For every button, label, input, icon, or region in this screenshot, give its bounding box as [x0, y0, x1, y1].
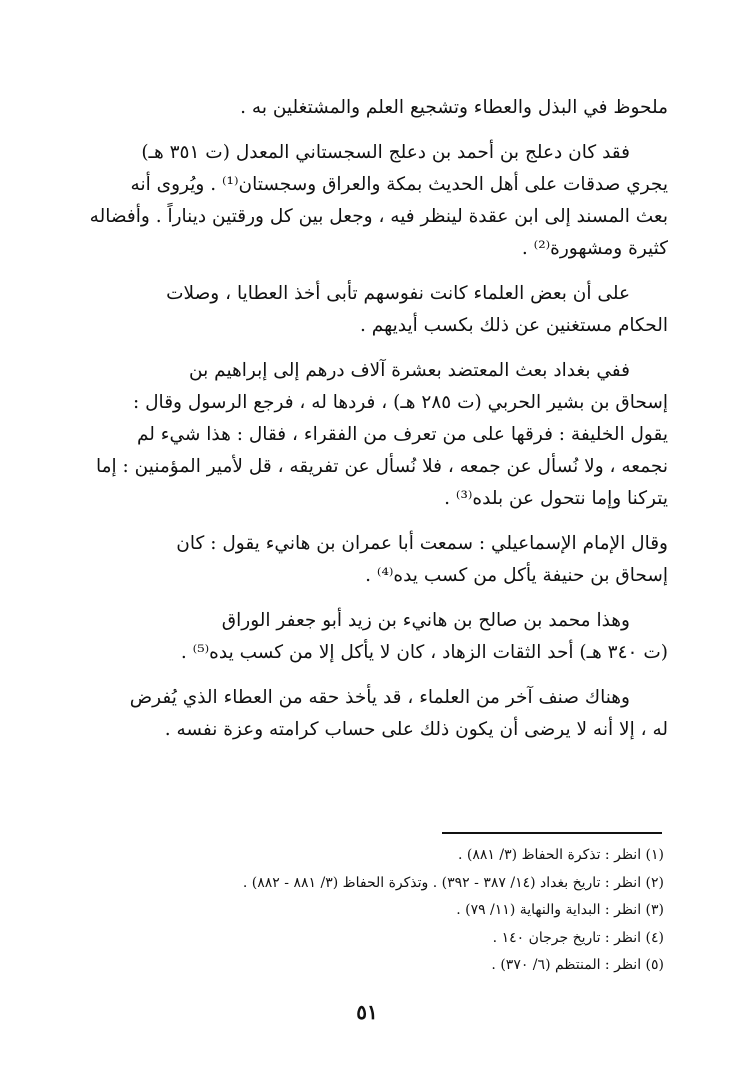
footnote: (٣) انظر : البداية والنهاية (١١/ ٧٩) .	[456, 902, 664, 918]
paragraph	[90, 92, 668, 124]
text-line: يقول الخليفة : فرقها على من تعرف من الفقراء ، فقال : هذا شيء لم	[136, 424, 668, 445]
text-line: كثيرة ومشهورة⁽²⁾ .	[521, 238, 668, 259]
footnote: (١) انظر : تذكرة الحفاظ (٣/ ٨٨١) .	[458, 847, 664, 863]
text-line: له ، إلا أنه لا يرضى أن يكون ذلك على حساب كرامته وعزة نفسه .	[164, 719, 668, 740]
footnote-separator	[442, 832, 662, 834]
paragraph	[90, 528, 668, 592]
footnote: (٤) انظر : تاريخ جرجان ١٤٠ .	[492, 929, 664, 946]
text-line: يجري صدقات على أهل الحديث بمكة والعراق وسجستان⁽¹⁾ . ويُروى أنه	[130, 174, 668, 195]
footnote: (٥) انظر : المنتظم (٦/ ٣٧٠) .	[491, 957, 664, 973]
text-line: إسحاق بن حنيفة يأكل من كسب يده⁽⁴⁾ .	[365, 565, 668, 586]
paragraph	[90, 682, 668, 746]
text-line: (ت ٣٤٠ هـ) أحد الثقات الزهاد ، كان لا يأكل إلا من كسب يده⁽⁵⁾ .	[180, 642, 668, 663]
text-line: ففي بغداد بعث المعتضد بعشرة آلاف درهم إلى إبراهيم بن	[189, 360, 630, 381]
paragraph	[90, 355, 668, 515]
text-line: وهذا محمد بن صالح بن هانيء بن زيد أبو جعفر الوراق	[221, 610, 630, 631]
paragraph	[90, 137, 668, 265]
text-line: وقال الإمام الإسماعيلي : سمعت أبا عمران بن هانيء يقول : كان	[176, 533, 668, 554]
text-line: وهناك صنف آخر من العلماء ، قد يأخذ حقه من العطاء الذي يُفرض	[129, 687, 630, 708]
text-line: على أن بعض العلماء كانت نفوسهم تأبى أخذ العطايا ، وصلات	[166, 283, 630, 304]
text-line: بعث المسند إلى ابن عقدة لينظر فيه ، وجعل بين كل ورقتين ديناراً . وأفضاله	[90, 206, 668, 227]
text-line: نجمعه ، ولا نُسأل عن جمعه ، فلا نُسأل عن تفريقه ، قل لأمير المؤمنين : إما	[95, 456, 668, 477]
text-line: ملحوظ في البذل والعطاء وتشجيع العلم والمشتغلين به .	[240, 97, 668, 118]
page-body	[90, 92, 668, 759]
paragraph	[90, 278, 668, 342]
text-line: فقد كان دعلج بن أحمد بن دعلج السجستاني المعدل (ت ٣٥١ هـ)	[141, 142, 630, 163]
paragraph	[90, 605, 668, 669]
footnotes	[104, 842, 664, 980]
footnote: (٢) انظر : تاريخ بغداد (١٤/ ٣٨٧ - ٣٩٢) . وتذكرة الحفاظ (٣/ ٨٨١ - ٨٨٢) .	[242, 874, 664, 891]
text-line: إسحاق بن بشير الحربي (ت ٢٨٥ هـ) ، فردها له ، فرجع الرسول وقال :	[133, 392, 668, 413]
text-line: يتركنا وإما نتحول عن بلده⁽³⁾ .	[444, 488, 668, 509]
page-number: ٥١	[356, 1000, 378, 1024]
text-line: الحكام مستغنين عن ذلك بكسب أيديهم .	[360, 315, 668, 336]
